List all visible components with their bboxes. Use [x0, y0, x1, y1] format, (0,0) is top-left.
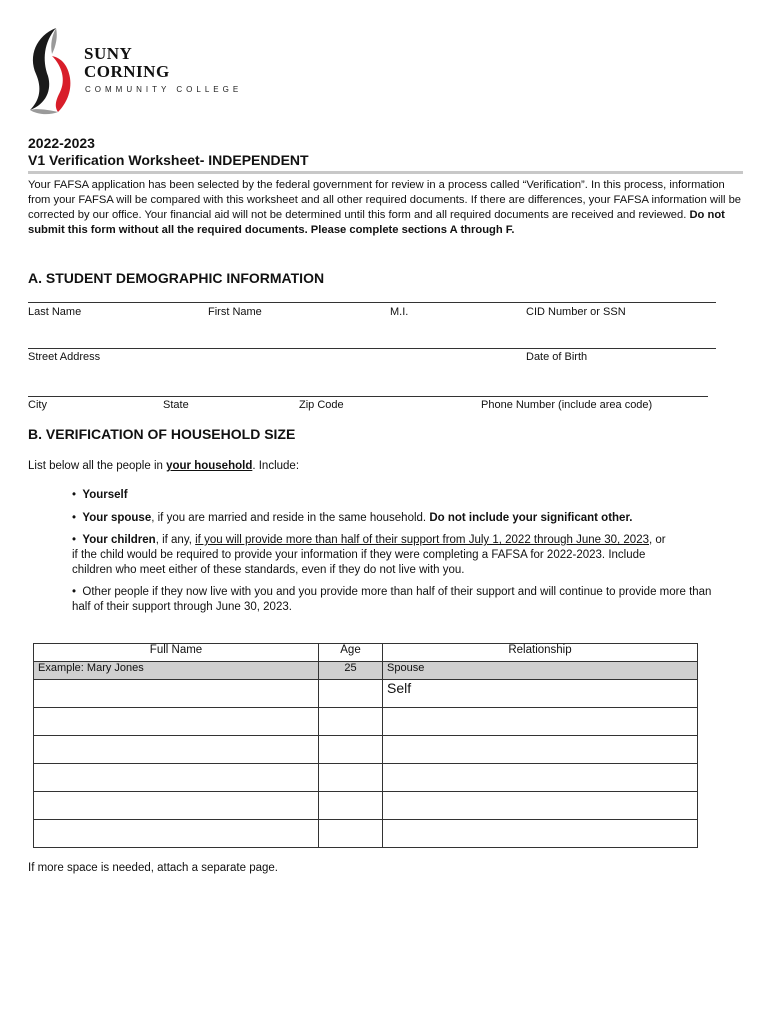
bullet-children-a: , if any,: [155, 534, 196, 546]
header-full-name: Full Name: [34, 644, 319, 662]
relationship-cell[interactable]: [383, 820, 698, 848]
header-age: Age: [319, 644, 383, 662]
bullet-spouse-bold: Your spouse: [82, 512, 152, 524]
relationship-cell[interactable]: [383, 708, 698, 736]
header-relationship: Relationship: [383, 644, 698, 662]
bullet-children-bold: Your children: [82, 534, 156, 546]
bullet-yourself-text: Yourself: [82, 489, 128, 501]
name-line[interactable]: [28, 302, 716, 303]
example-name: Example: Mary Jones: [34, 662, 319, 680]
name-cell[interactable]: [34, 764, 319, 792]
logo-text-suny: SUNY: [84, 44, 133, 63]
intro-text: Your FAFSA application has been selected by the federal government for review in a process called “Verification”. In this process, information from your FAFSA will be compared with this worksheet and all other required documents. If there are differences, your FAFSA information will be corrected by our office. Your financial aid will not be determined until this form and all required documents are received and reviewed.: [28, 179, 742, 221]
relationship-cell[interactable]: [383, 736, 698, 764]
table-example-row: [34, 662, 698, 680]
example-age: 25: [319, 662, 383, 680]
cid-label: CID Number or SSN: [526, 306, 626, 318]
mi-label: M.I.: [390, 306, 409, 318]
bullet-dot: •: [72, 534, 77, 546]
bullet-others-text: Other people if they now live with you and you provide more than half of their support and will continue to provide more than half of their support through June 30, 2023.: [72, 586, 712, 613]
name-cell[interactable]: [34, 708, 319, 736]
last-name-label: Last Name: [28, 306, 82, 318]
city-label: City: [28, 399, 47, 411]
name-cell[interactable]: [34, 820, 319, 848]
bullet-dot: •: [72, 489, 77, 501]
name-cell[interactable]: [34, 680, 319, 708]
household-intro-post: . Include:: [252, 460, 300, 472]
form-title: V1 Verification Worksheet- INDEPENDENT: [28, 152, 309, 168]
table-row: [34, 820, 698, 848]
footnote: If more space is needed, attach a separate page.: [28, 862, 278, 874]
name-cell[interactable]: [34, 736, 319, 764]
logo-text-community-college: COMMUNITY COLLEGE: [85, 85, 243, 94]
relationship-cell[interactable]: Self: [383, 680, 698, 708]
street-address-label: Street Address: [28, 351, 101, 363]
example-relationship: Spouse: [383, 662, 698, 680]
bullet-spouse-bold2: Do not include your significant other.: [429, 512, 633, 524]
form-years: 2022-2023: [28, 135, 95, 151]
table-row: [34, 764, 698, 792]
age-cell[interactable]: [319, 792, 383, 820]
bullet-others: [72, 585, 722, 615]
age-cell[interactable]: [319, 764, 383, 792]
bullet-dot: •: [72, 512, 77, 524]
age-cell[interactable]: [319, 736, 383, 764]
city-line[interactable]: [28, 396, 708, 397]
household-intro: [28, 459, 299, 474]
bullet-spouse: [72, 511, 732, 526]
bullet-children-underlined: if you will provide more than half of their support from July 1, 2022 through June 30, 2023: [195, 534, 649, 546]
bullet-yourself: [72, 488, 128, 503]
relationship-cell[interactable]: [383, 764, 698, 792]
phone-label: Phone Number (include area code): [481, 399, 653, 411]
bullet-children: [72, 533, 672, 578]
table-row: [34, 736, 698, 764]
table-header-row: [34, 644, 698, 662]
table-row: [34, 680, 698, 708]
table-row: [34, 708, 698, 736]
section-a-heading: A. STUDENT DEMOGRAPHIC INFORMATION: [28, 270, 325, 286]
age-cell[interactable]: [319, 820, 383, 848]
logo-text-corning: CORNING: [84, 62, 170, 81]
title-divider: [28, 171, 743, 174]
section-b-heading: B. VERIFICATION OF HOUSEHOLD SIZE: [28, 426, 296, 442]
address-line[interactable]: [28, 348, 716, 349]
date-of-birth-label: Date of Birth: [526, 351, 588, 363]
bullet-dot: •: [72, 586, 77, 598]
first-name-label: First Name: [208, 306, 262, 318]
bullet-spouse-text: , if you are married and reside in the same household.: [151, 512, 430, 524]
intro-bold-text: Do not submit this form without all the required documents. Please complete sections A through F.: [28, 209, 725, 236]
zip-code-label: Zip Code: [299, 399, 344, 411]
age-cell[interactable]: [319, 708, 383, 736]
relationship-cell[interactable]: [383, 792, 698, 820]
state-label: State: [163, 399, 189, 411]
table-row: [34, 792, 698, 820]
name-cell[interactable]: [34, 792, 319, 820]
household-table: [33, 643, 698, 848]
age-cell[interactable]: [319, 680, 383, 708]
bullet-children-rest: , or if the child would be required to provide your information if they were completing a FAFSA for 2022-2023. Include children who meet either of these standards, even if they do not live with you.: [72, 534, 666, 576]
household-intro-pre: List below all the people in: [28, 460, 167, 472]
intro-paragraph: [28, 178, 743, 238]
household-intro-underlined: your household: [166, 460, 253, 472]
